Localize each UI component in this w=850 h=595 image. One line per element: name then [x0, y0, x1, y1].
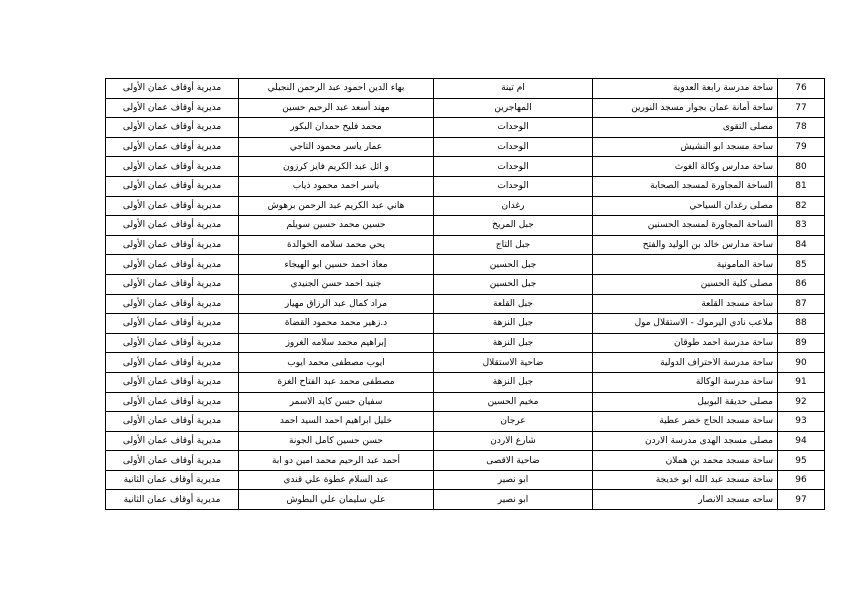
row-number: 78 [778, 118, 825, 138]
place-cell: ساحة مسجد ابو النشيش [593, 137, 778, 157]
directorate-cell: مديرية أوقاف عمان الأولى [106, 235, 239, 255]
table-row [106, 255, 825, 275]
area-cell: الوحدات [434, 137, 593, 157]
place-cell: ساحة مدرسة احمد طوقان [593, 333, 778, 353]
row-number: 92 [778, 392, 825, 412]
directorate-cell: مديرية أوقاف عمان الأولى [106, 216, 239, 236]
imam-name-cell: مهند أسعد عبد الرحيم حسين [239, 98, 434, 118]
row-number: 82 [778, 196, 825, 216]
table-row [106, 216, 825, 236]
imam-name-cell: إبراهيم محمد سلامه الغروز [239, 333, 434, 353]
place-cell: ساحه مسجد الانصار [593, 490, 778, 510]
row-number: 94 [778, 431, 825, 451]
area-cell: ضاحية الاقصى [434, 451, 593, 471]
table-row [106, 98, 825, 118]
area-cell: الوحدات [434, 157, 593, 177]
area-cell: ام تينة [434, 79, 593, 99]
place-cell: ساحة مسجد الحاج خضر عطية [593, 412, 778, 432]
imam-name-cell: بهاء الدين احمود عبد الرحمن النجيلي [239, 79, 434, 99]
row-number: 77 [778, 98, 825, 118]
place-cell: ساحة مسجد عبد الله ابو خديجة [593, 470, 778, 490]
directorate-cell: مديرية أوقاف عمان الأولى [106, 451, 239, 471]
table-row [106, 431, 825, 451]
area-cell: مخيم الحسين [434, 392, 593, 412]
row-number: 84 [778, 235, 825, 255]
table-row [106, 470, 825, 490]
place-cell: مصلى كلية الحسين [593, 274, 778, 294]
imam-name-cell: هاني عبد الكريم عبد الرحمن برهوش [239, 196, 434, 216]
area-cell: جبل النزهة [434, 314, 593, 334]
directorate-cell: مديرية أوقاف عمان الأولى [106, 392, 239, 412]
row-number: 85 [778, 255, 825, 275]
area-cell: جبل الحسين [434, 274, 593, 294]
directorate-cell: مديرية أوقاف عمان الأولى [106, 372, 239, 392]
place-cell: ساحة مسجد محمد بن هملان [593, 451, 778, 471]
row-number: 88 [778, 314, 825, 334]
table-body [106, 79, 825, 510]
table-row [106, 451, 825, 471]
area-cell: جبل القلعة [434, 294, 593, 314]
row-number: 79 [778, 137, 825, 157]
directorate-cell: مديرية أوقاف عمان الأولى [106, 176, 239, 196]
row-number: 97 [778, 490, 825, 510]
place-cell: ساحة مسجد القلعة [593, 294, 778, 314]
place-cell: الساحة المجاورة لمسجد الحسنين [593, 216, 778, 236]
imam-name-cell: محمد فليح حمدان البكور [239, 118, 434, 138]
row-number: 93 [778, 412, 825, 432]
directorate-cell: مديرية أوقاف عمان الأولى [106, 255, 239, 275]
row-number: 80 [778, 157, 825, 177]
row-number: 87 [778, 294, 825, 314]
imam-name-cell: علي سليمان علي البطوش [239, 490, 434, 510]
table-row [106, 372, 825, 392]
table-row [106, 235, 825, 255]
table-row [106, 314, 825, 334]
imam-name-cell: معاذ احمد حسين ابو الهيجاء [239, 255, 434, 275]
place-cell: ساحة أمانة عمان بجوار مسجد النورين [593, 98, 778, 118]
area-cell: جبل المريخ [434, 216, 593, 236]
place-cell: ساحة مدرسة الوكالة [593, 372, 778, 392]
imam-name-cell: يحي محمد سلامه الخوالدة [239, 235, 434, 255]
area-cell: شارع الاردن [434, 431, 593, 451]
row-number: 95 [778, 451, 825, 471]
imam-name-cell: حسين محمد حسين سويلم [239, 216, 434, 236]
area-cell: الوحدات [434, 118, 593, 138]
table-row [106, 353, 825, 373]
place-cell: مصلى التقوى [593, 118, 778, 138]
area-cell: جبل التاج [434, 235, 593, 255]
imam-name-cell: أحمد عبد الرحيم محمد امين دو ابة [239, 451, 434, 471]
area-cell: جبل الحسين [434, 255, 593, 275]
imam-name-cell: مصطفى محمد عبد الفتاح الغزة [239, 372, 434, 392]
area-cell: جبل النزهة [434, 372, 593, 392]
imam-name-cell: حسن حسين كامل الجونة [239, 431, 434, 451]
directorate-cell: مديرية أوقاف عمان الثانية [106, 470, 239, 490]
directorate-cell: مديرية أوقاف عمان الأولى [106, 314, 239, 334]
area-cell: الوحدات [434, 176, 593, 196]
imam-name-cell: خليل ابراهيم احمد السيد احمد [239, 412, 434, 432]
place-cell: ساحة مدرسة الاحتراف الدولية [593, 353, 778, 373]
place-cell: ساحة مدرسة رابعة العدوية [593, 79, 778, 99]
imam-name-cell: ياسر احمد محمود ذياب [239, 176, 434, 196]
imam-name-cell: ايوب مصطفى محمد ايوب [239, 353, 434, 373]
row-number: 91 [778, 372, 825, 392]
place-cell: مصلى رغدان السياحي [593, 196, 778, 216]
table-row [106, 196, 825, 216]
row-number: 81 [778, 176, 825, 196]
prayer-locations-table [105, 78, 825, 510]
place-cell: مصلى حديقة البوبيل [593, 392, 778, 412]
directorate-cell: مديرية أوقاف عمان الأولى [106, 431, 239, 451]
table-row [106, 412, 825, 432]
row-number: 76 [778, 79, 825, 99]
table-row [106, 294, 825, 314]
directorate-cell: مديرية أوقاف عمان الأولى [106, 294, 239, 314]
place-cell: مصلى مسجد الهدى مدرسة الاردن [593, 431, 778, 451]
row-number: 90 [778, 353, 825, 373]
table-row [106, 118, 825, 138]
directorate-cell: مديرية أوقاف عمان الأولى [106, 412, 239, 432]
table-row [106, 137, 825, 157]
area-cell: ضاحية الاستقلال [434, 353, 593, 373]
table-row [106, 392, 825, 412]
imam-name-cell: سفيان حسن كايد الاسمر [239, 392, 434, 412]
directorate-cell: مديرية أوقاف عمان الأولى [106, 353, 239, 373]
imam-name-cell: جنيد احمد حسن الجنيدي [239, 274, 434, 294]
directorate-cell: مديرية أوقاف عمان الأولى [106, 118, 239, 138]
directorate-cell: مديرية أوقاف عمان الأولى [106, 196, 239, 216]
row-number: 86 [778, 274, 825, 294]
row-number: 89 [778, 333, 825, 353]
area-cell: جبل النزهة [434, 333, 593, 353]
directorate-cell: مديرية أوقاف عمان الأولى [106, 333, 239, 353]
directorate-cell: مديرية أوقاف عمان الأولى [106, 274, 239, 294]
directorate-cell: مديرية أوقاف عمان الأولى [106, 137, 239, 157]
imam-name-cell: مراد كمال عبد الرزاق مهيار [239, 294, 434, 314]
area-cell: المهاجرين [434, 98, 593, 118]
table-row [106, 176, 825, 196]
table-row [106, 274, 825, 294]
table-row [106, 157, 825, 177]
directorate-cell: مديرية أوقاف عمان الثانية [106, 490, 239, 510]
area-cell: ابو نصير [434, 490, 593, 510]
imam-name-cell: د.زهير محمد محمود القضاة [239, 314, 434, 334]
directorate-cell: مديرية أوقاف عمان الأولى [106, 157, 239, 177]
area-cell: ابو نصير [434, 470, 593, 490]
row-number: 96 [778, 470, 825, 490]
place-cell: ساحة المامونية [593, 255, 778, 275]
row-number: 83 [778, 216, 825, 236]
area-cell: عرجان [434, 412, 593, 432]
directorate-cell: مديرية أوقاف عمان الأولى [106, 79, 239, 99]
place-cell: ملاعب نادي اليرموك - الاستقلال مول [593, 314, 778, 334]
place-cell: ساحة مدارس خالد بن الوليد والفتح [593, 235, 778, 255]
imam-name-cell: عبد السلام عطوة علي قندي [239, 470, 434, 490]
directorate-cell: مديرية أوقاف عمان الأولى [106, 98, 239, 118]
area-cell: رغدان [434, 196, 593, 216]
table-row [106, 333, 825, 353]
place-cell: الساحة المجاورة لمسجد الصحابة [593, 176, 778, 196]
place-cell: ساحة مدارس وكالة الغوث [593, 157, 778, 177]
imam-name-cell: و ائل عبد الكريم فايز كرزون [239, 157, 434, 177]
table-row [106, 79, 825, 99]
table-row [106, 490, 825, 510]
imam-name-cell: عمار ياسر محمود التاجي [239, 137, 434, 157]
